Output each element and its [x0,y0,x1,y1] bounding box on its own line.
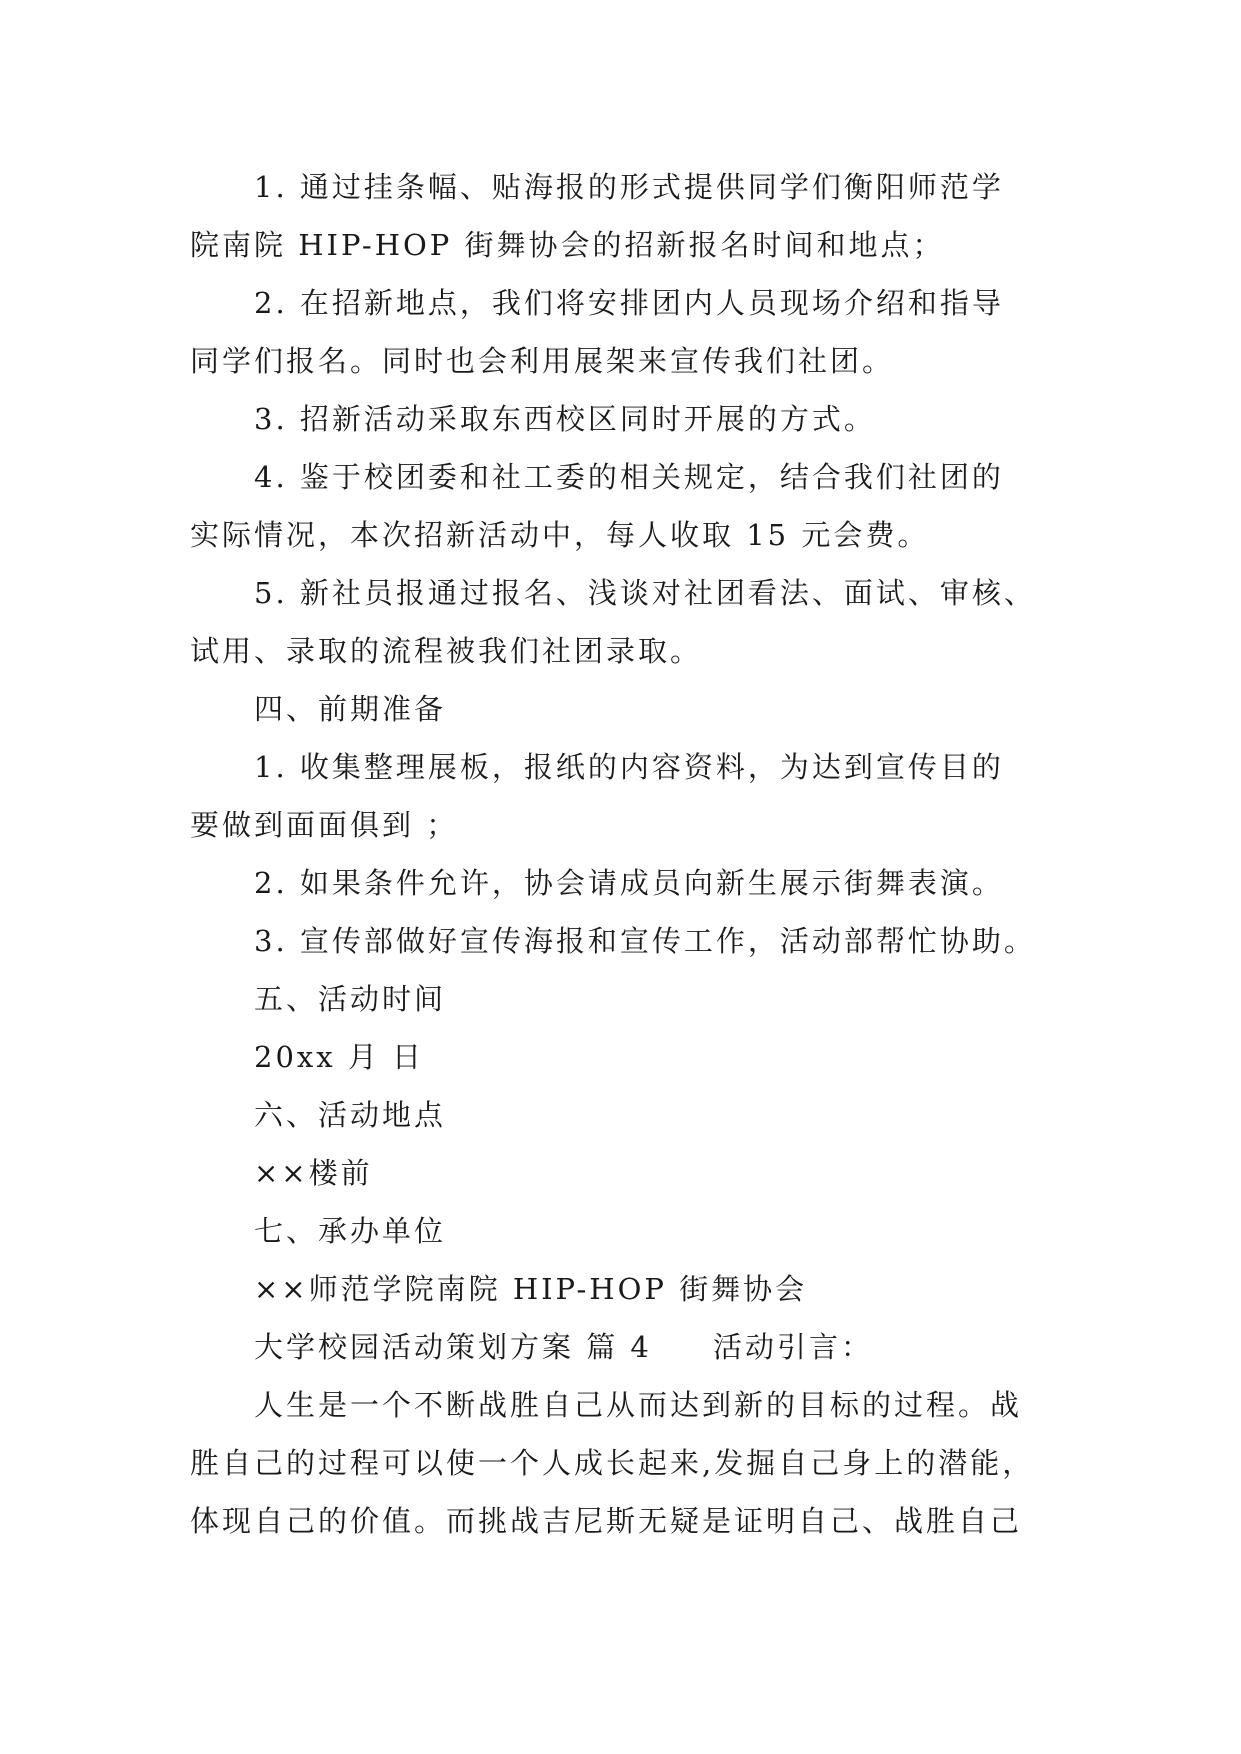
list-item-prep-1 [190,738,1070,854]
text-line: 要做到面面俱到 ； [190,808,459,842]
text-line: 胜自己的过程可以使一个人成长起来,发掘自己身上的潜能， [190,1446,1035,1480]
activity-date [190,1028,1070,1086]
text-line: 1. 收集整理展板，报纸的内容资料，为达到宣传目的 [254,750,1004,784]
section-heading-preparation [190,680,1070,738]
list-item-2 [190,274,1070,390]
text-line: 院南院 HIP-HOP 街舞协会的招新报名时间和地点； [190,228,945,262]
text-line: 人生是一个不断战胜自己从而达到新的目标的过程。战 [254,1388,1023,1422]
text-line: 5. 新社员报通过报名、浅谈对社团看法、面试、审核、 [254,576,1036,610]
heading-text: 五、活动时间 [254,982,447,1016]
text-line: 4. 鉴于校团委和社工委的相关规定，结合我们社团的 [254,460,1004,494]
text-line: 2. 如果条件允许，协会请成员向新生展示街舞表演。 [254,866,1004,900]
section-heading-location [190,1086,1070,1144]
document-body [190,158,1070,1550]
text-line: ××楼前 [254,1156,373,1190]
section-heading-organizer [190,1202,1070,1260]
heading-text: 七、承办单位 [254,1214,447,1248]
text-line: 试用、录取的流程被我们社团录取。 [190,634,703,668]
text-line: 2. 在招新地点，我们将安排团内人员现场介绍和指导 [254,286,1004,320]
list-item-prep-3 [190,912,1070,970]
list-item-4 [190,448,1070,564]
text-line: 3. 招新活动采取东西校区同时开展的方式。 [254,402,876,436]
list-item-prep-2 [190,854,1070,912]
text-line: ××师范学院南院 HIP-HOP 街舞协会 [254,1272,808,1306]
text-line: 20xx 月 日 [254,1040,425,1074]
organizer-name [190,1260,1070,1318]
intro-paragraph [190,1376,1070,1550]
article-title-line [190,1318,1070,1376]
text-line: 3. 宣传部做好宣传海报和宣传工作，活动部帮忙协助。 [254,924,1036,958]
activity-location [190,1144,1070,1202]
list-item-1 [190,158,1070,274]
text-line: 实际情况，本次招新活动中，每人收取 15 元会费。 [190,518,930,552]
heading-text: 六、活动地点 [254,1098,447,1132]
section-heading-time [190,970,1070,1028]
text-line: 同学们报名。同时也会利用展架来宣传我们社团。 [190,344,895,378]
text-line: 大学校园活动策划方案 篇 4 活动引言： [254,1330,873,1364]
text-line: 1. 通过挂条幅、贴海报的形式提供同学们衡阳师范学 [254,170,1004,204]
list-item-5 [190,564,1070,680]
heading-text: 四、前期准备 [254,692,447,726]
list-item-3 [190,390,1070,448]
text-line: 体现自己的价值。而挑战吉尼斯无疑是证明自己、战胜自己 [190,1504,1023,1538]
